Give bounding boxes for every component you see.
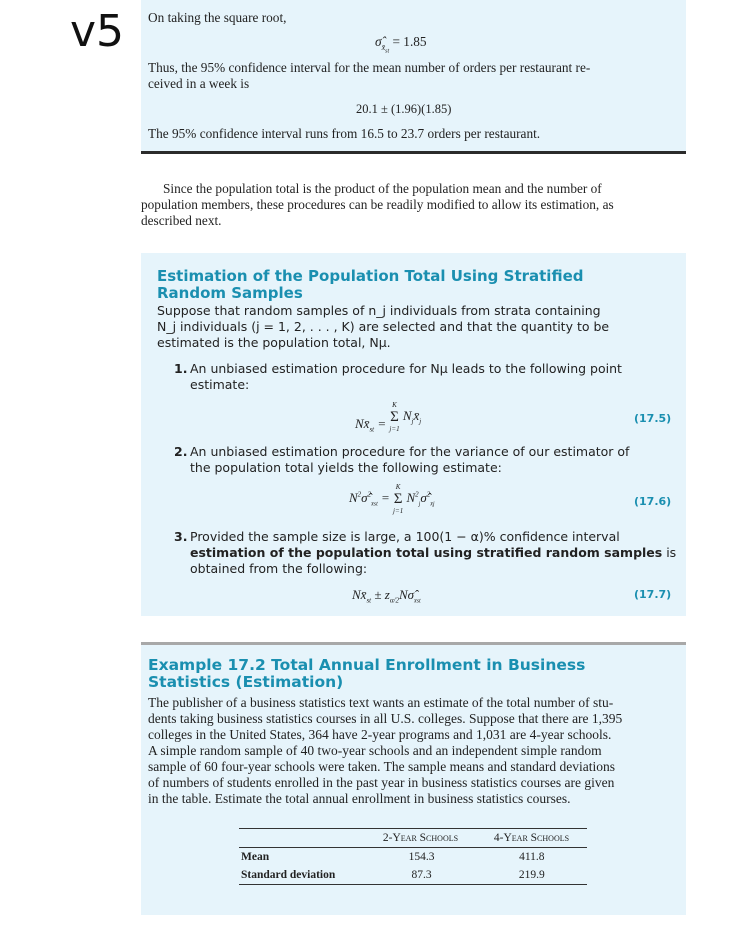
table-row	[239, 866, 587, 884]
top-box-bottom-rule	[141, 151, 686, 154]
table-header-blank	[239, 829, 365, 847]
item-3-line2-bold: estimation of the population total using stratified random samples	[190, 545, 663, 560]
example-line-3: colleges in the United States, 364 have 2-year programs and 1,031 are 4-year schools.	[148, 727, 612, 742]
equation-17-5: $Nx̄_{st}$ = K Σ j=1 $N_jx̄_j$	[355, 401, 422, 435]
equation-17-7-label: (17.7)	[634, 588, 672, 601]
top-box-conclusion: The 95% confidence interval runs from 16.5 to 23.7 orders per restaurant.	[148, 126, 541, 141]
table-header-four-year: 4-Year Schools	[493, 832, 570, 844]
table-header-row	[239, 829, 587, 847]
item-2-line2: the population total yields the following estimate:	[190, 460, 502, 475]
estimation-box-title-line2: Random Samples	[157, 284, 303, 302]
middle-paragraph-line1: Since the population total is the product of the population mean and the number of	[163, 181, 602, 196]
item-1-number: 1.	[174, 361, 188, 376]
example-title-line1: Example 17.2 Total Annual Enrollment in Business	[148, 656, 586, 674]
equation-17-6-label: (17.6)	[634, 495, 672, 508]
top-box-line1: On taking the square root,	[148, 10, 287, 25]
item-2-number: 2.	[174, 444, 188, 459]
example-line-7: in the table. Estimate the total annual enrollment in business statistics courses.	[148, 791, 571, 806]
equation-sigma-hat: $\sigmâ_{x̄_{st}} = 1.85$	[375, 34, 427, 55]
example-line-1: The publisher of a business statistics text wants an estimate of the total number of stu-	[148, 695, 614, 710]
item-3-line2	[190, 545, 676, 561]
table-cell-mean-four-year: 411.8	[519, 851, 545, 863]
item-3-number: 3.	[174, 529, 188, 544]
table-header-two-year: 2-Year Schools	[382, 832, 459, 844]
top-box-para2-line2: ceived in a week is	[148, 76, 250, 91]
example-line-6: of numbers of students enrolled in the past year in business statistics courses are given	[148, 775, 615, 790]
item-3-line2-tail: is	[662, 545, 677, 560]
item-3-line3: obtained from the following:	[190, 561, 368, 576]
item-3-line1: Provided the sample size is large, a 100(1 − α)% confidence interval	[190, 529, 620, 544]
table-cell-std-two-year: 87.3	[411, 869, 432, 881]
example-line-4: A simple random sample of 40 two-year schools and an independent simple random	[148, 743, 602, 758]
estimation-intro-line1: Suppose that random samples of n_j individuals from strata containing	[157, 303, 601, 318]
equation-17-7: $Nx̄_{st}$ ± $z_{\alpha/2}N\sigmâ_{x̄st}$	[352, 587, 421, 605]
equation-17-6: $N^2\sigmâ^2_{x̄st}$ = K Σ j=1 $N^2_j\sigmâ^2_{x̄j}$	[349, 483, 435, 515]
item-1-line2: estimate:	[190, 377, 250, 392]
table-cell-std-four-year: 219.9	[518, 869, 545, 881]
estimation-box-title-line1: Estimation of the Population Total Using Stratified	[157, 267, 584, 285]
estimation-intro-line2: N_j individuals (j = 1, 2, . . . , K) are selected and that the quantity to be	[157, 319, 610, 334]
table-row-label-mean: Mean	[241, 851, 270, 863]
example-line-5: sample of 60 four-year schools were taken. The sample means and standard deviations	[148, 759, 615, 774]
corner-label: v5	[70, 6, 125, 57]
item-1-line1: An unbiased estimation procedure for Nμ leads to the following point	[190, 361, 622, 376]
top-box-para2-line1: Thus, the 95% confidence interval for the mean number of orders per restaurant re-	[148, 60, 591, 75]
middle-paragraph-line2: population members, these procedures can be readily modified to allow its estimation, as	[141, 197, 614, 212]
equation-ci: 20.1 ± (1.96)(1.85)	[356, 102, 452, 116]
example-line-2: dents taking business statistics courses in all U.S. colleges. Suppose that there are 1,395	[148, 711, 623, 726]
equation-17-5-label: (17.5)	[634, 412, 672, 425]
item-2-line1: An unbiased estimation procedure for the variance of our estimator of	[190, 444, 630, 459]
estimation-intro-line3: estimated is the population total, Nμ.	[157, 335, 391, 350]
table-cell-mean-two-year: 154.3	[408, 851, 435, 863]
enrollment-table	[239, 828, 587, 885]
example-title-line2: Statistics (Estimation)	[148, 673, 344, 691]
table-row	[239, 848, 587, 866]
middle-paragraph-line3: described next.	[141, 213, 222, 228]
equation-sigma-hat-rhs: = 1.85	[392, 34, 427, 49]
table-row-label-std: Standard deviation	[241, 869, 336, 881]
